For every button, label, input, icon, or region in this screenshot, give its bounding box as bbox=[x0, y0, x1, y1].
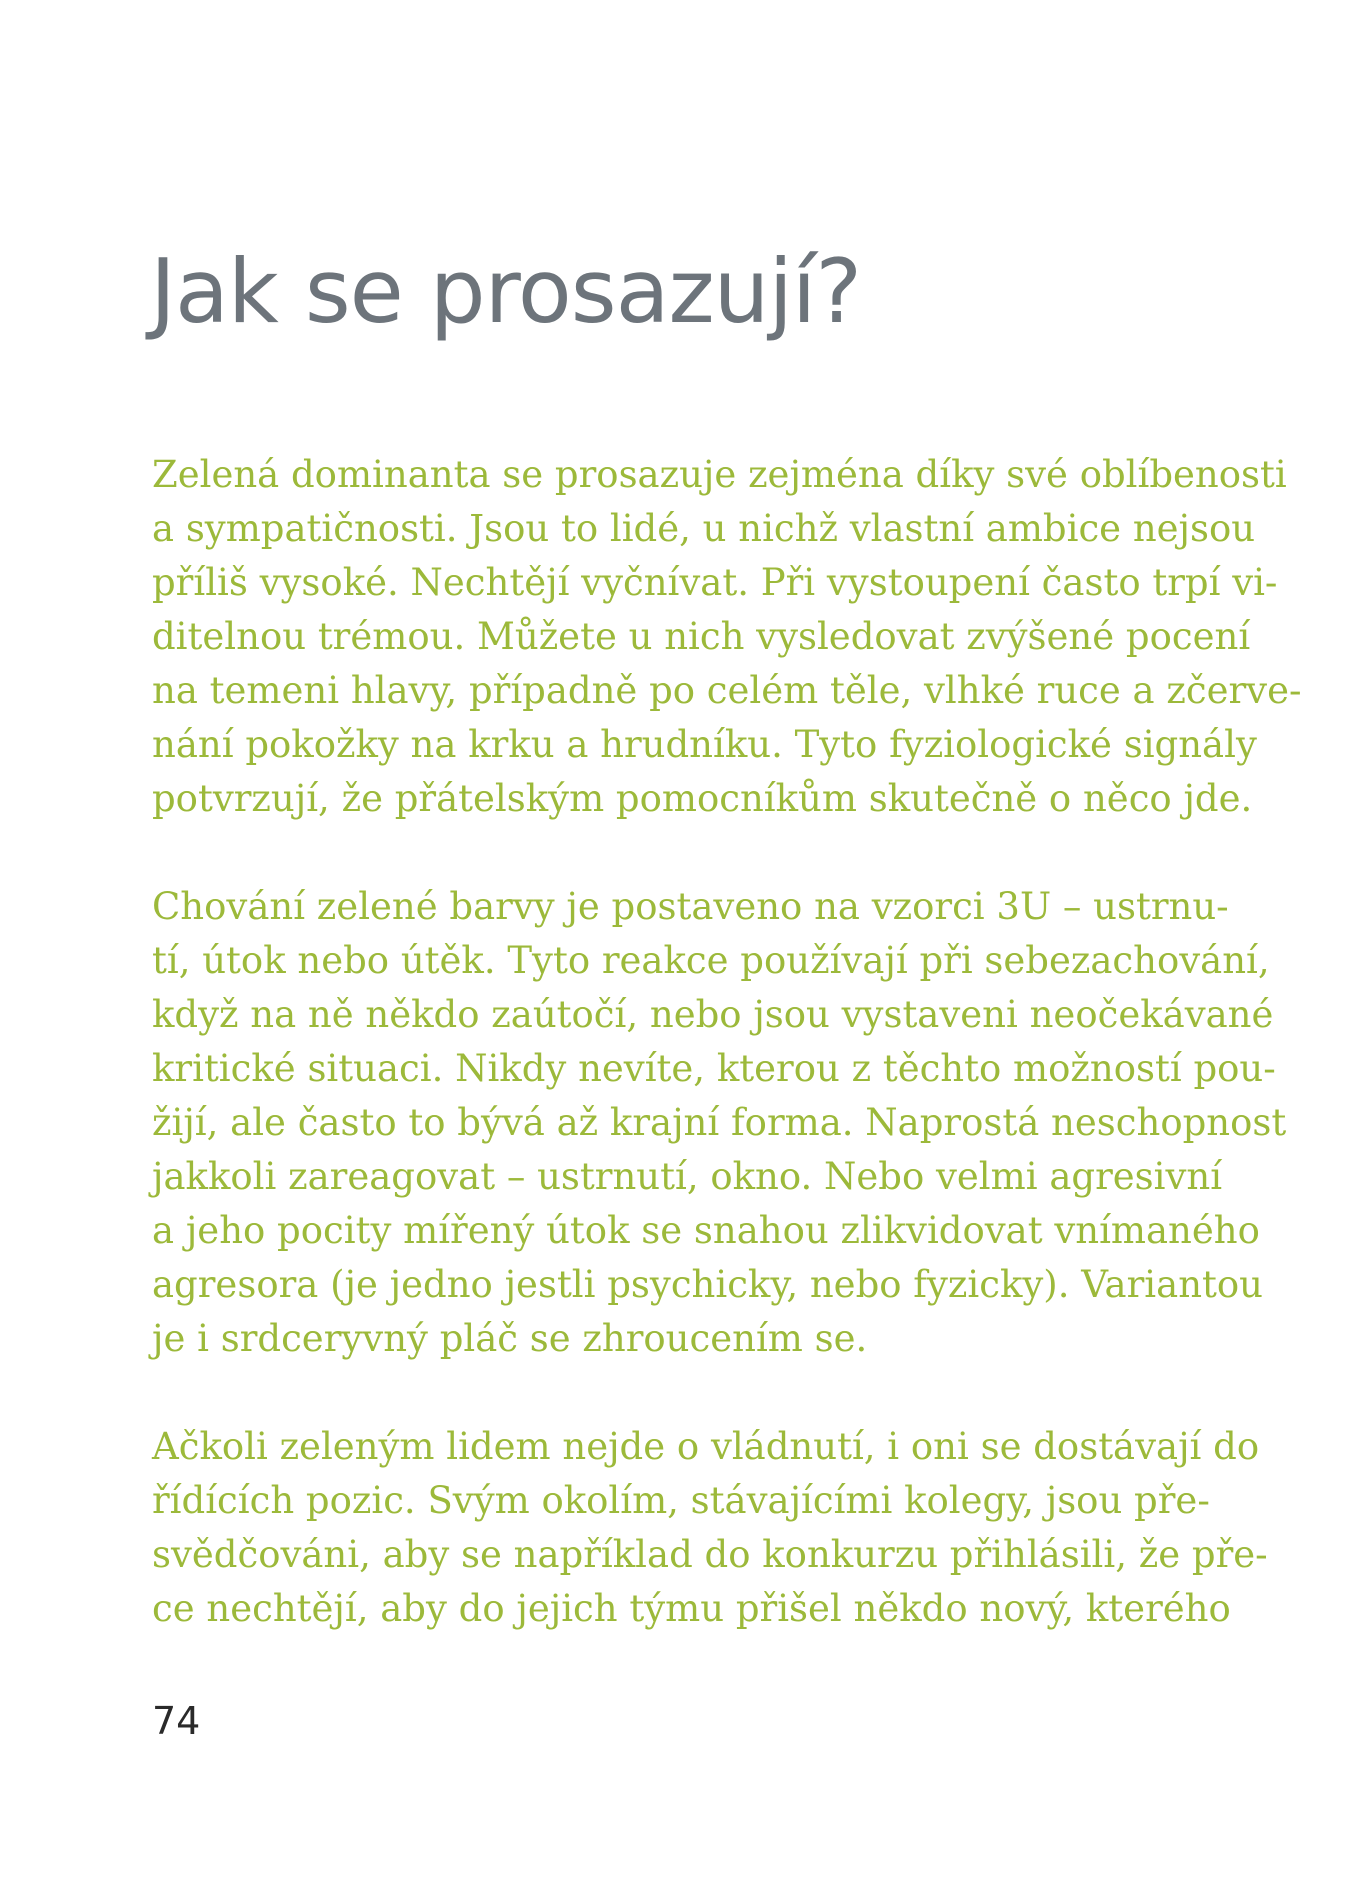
paragraph-1 bbox=[152, 448, 1302, 826]
text-line: řídících pozic. Svým okolím, stávajícími kolegy, jsou pře- bbox=[152, 1479, 1210, 1522]
text-line: Zelená dominanta se prosazuje zejména díky své oblíbenosti bbox=[152, 453, 1287, 496]
text-line: Ačkoli zeleným lidem nejde o vládnutí, i oni se dostávají do bbox=[152, 1425, 1260, 1468]
text-line: potvrzují, že přátelským pomocníkům skutečně o něco jde. bbox=[152, 777, 1253, 820]
text-line: ditelnou trémou. Můžete u nich vysledovat zvýšené pocení bbox=[152, 615, 1251, 658]
text-line: agresora (je jedno jestli psychicky, nebo fyzicky). Variantou bbox=[152, 1263, 1263, 1306]
text-line: kritické situaci. Nikdy nevíte, kterou z těchto možností pou- bbox=[152, 1047, 1276, 1090]
text-line: žijí, ale často to bývá až krajní forma. Naprostá neschopnost bbox=[152, 1101, 1287, 1144]
body-text bbox=[152, 448, 1302, 1636]
paragraph-3 bbox=[152, 1420, 1268, 1636]
text-line: ce nechtějí, aby do jejich týmu přišel někdo nový, kterého bbox=[152, 1587, 1231, 1630]
text-line: příliš vysoké. Nechtějí vyčnívat. Při vystoupení často trpí vi- bbox=[152, 561, 1278, 604]
text-line: jakkoli zareagovat – ustrnutí, okno. Nebo velmi agresivní bbox=[152, 1155, 1223, 1198]
text-line: na temeni hlavy, případně po celém těle, vlhké ruce a zčerve- bbox=[152, 669, 1302, 712]
text-line: a jeho pocity mířený útok se snahou zlikvidovat vnímaného bbox=[152, 1209, 1260, 1252]
text-line: je i srdceryvný pláč se zhroucením se. bbox=[152, 1317, 868, 1360]
text-line: Chování zelené barvy je postaveno na vzorci 3U – ustrnu- bbox=[152, 885, 1229, 928]
text-line: tí, útok nebo útěk. Tyto reakce používají při sebezachování, bbox=[152, 939, 1270, 982]
text-line: a sympatičnosti. Jsou to lidé, u nichž vlastní ambice nejsou bbox=[152, 507, 1256, 550]
page-title: Jak se prosazují? bbox=[150, 240, 862, 343]
text-line: když na ně někdo zaútočí, nebo jsou vystaveni neočekávané bbox=[152, 993, 1274, 1036]
paragraph-2 bbox=[152, 880, 1287, 1366]
page-number: 74 bbox=[152, 1699, 201, 1743]
text-line: nání pokožky na krku a hrudníku. Tyto fyziologické signály bbox=[152, 723, 1257, 766]
text-line: svědčováni, aby se například do konkurzu přihlásili, že pře- bbox=[152, 1533, 1268, 1576]
